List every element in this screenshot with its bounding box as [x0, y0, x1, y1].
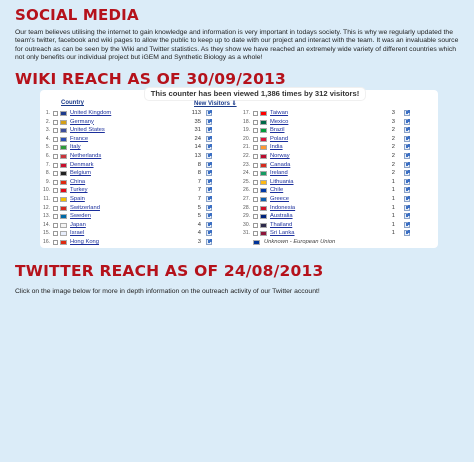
- visitor-count: 7: [197, 187, 201, 194]
- flag-icon: [60, 163, 67, 168]
- row-checkbox[interactable]: [253, 214, 258, 219]
- wiki-reach-heading: WIKI REACH AS OF 30/09/2013: [15, 70, 287, 88]
- row-checkbox[interactable]: [53, 128, 58, 133]
- row-checkbox[interactable]: [53, 154, 58, 159]
- row-checkbox[interactable]: [253, 154, 258, 159]
- visitor-count: 2: [391, 153, 395, 159]
- row-rank: 1.: [45, 110, 50, 116]
- country-link[interactable]: France: [70, 135, 89, 142]
- country-link[interactable]: Chile: [270, 187, 284, 194]
- social-media-heading: SOCIAL MEDIA: [15, 6, 139, 24]
- visitor-count: 3: [197, 239, 201, 245]
- visitor-count: 1: [391, 221, 395, 228]
- row-rank: 10.: [43, 187, 50, 194]
- flag-icon: [260, 120, 267, 125]
- row-rank: 8.: [45, 170, 50, 177]
- row-rank: 28.: [243, 204, 250, 211]
- country-row: [40, 126, 230, 135]
- flag-icon: [60, 145, 67, 150]
- row-rank: 19.: [243, 127, 250, 134]
- flag-icon: [60, 223, 67, 228]
- visitor-count: 35: [194, 118, 201, 125]
- country-link[interactable]: Indonesia: [270, 204, 296, 211]
- visitor-count: 2: [391, 144, 395, 151]
- row-rank: 2.: [45, 118, 50, 125]
- row-checkbox[interactable]: [53, 171, 58, 176]
- graph-icon[interactable]: [206, 222, 212, 228]
- visitor-count: 2: [391, 161, 395, 168]
- flag-icon: [60, 231, 67, 236]
- row-rank: 25.: [243, 178, 250, 185]
- country-link[interactable]: Taiwan: [270, 110, 289, 116]
- graph-icon[interactable]: [206, 162, 212, 168]
- country-row: [240, 161, 430, 170]
- country-link[interactable]: Lithuania: [270, 178, 294, 185]
- country-row: [40, 204, 230, 213]
- flag-icon: [260, 214, 267, 219]
- row-checkbox[interactable]: [53, 197, 58, 202]
- visitor-count: 5: [197, 213, 201, 220]
- flag-icon: [260, 128, 267, 133]
- country-link[interactable]: Japan: [70, 221, 86, 228]
- graph-icon[interactable]: [404, 119, 410, 125]
- country-row: [40, 221, 230, 230]
- row-checkbox[interactable]: [53, 206, 58, 211]
- counter-headline: This counter has been viewed 1,386 times by 312 visitors!: [145, 88, 365, 100]
- country-link[interactable]: Turkey: [70, 187, 88, 194]
- country-row: [40, 195, 230, 204]
- visitor-count: 8: [197, 170, 201, 177]
- flag-icon: [260, 145, 267, 150]
- country-row: [240, 238, 430, 247]
- country-link[interactable]: Canada: [270, 161, 291, 168]
- column-header-country[interactable]: Country: [61, 100, 84, 106]
- row-rank: 18.: [243, 118, 250, 125]
- visitor-count: 2: [391, 170, 395, 177]
- graph-icon[interactable]: [206, 127, 212, 133]
- visitor-count: 2: [391, 127, 395, 134]
- flag-icon: [60, 137, 67, 142]
- graph-icon[interactable]: [206, 153, 212, 159]
- row-checkbox[interactable]: [253, 120, 258, 125]
- country-row: [40, 238, 230, 247]
- graph-icon[interactable]: [206, 230, 212, 236]
- flag-icon: [60, 197, 67, 202]
- country-row: [40, 186, 230, 195]
- flag-icon: [260, 223, 267, 228]
- row-rank: 4.: [45, 135, 50, 142]
- flag-icon: [60, 111, 67, 116]
- country-row: [240, 152, 430, 161]
- row-rank: 27.: [243, 196, 250, 202]
- country-link[interactable]: Poland: [270, 135, 289, 142]
- flag-icon: [60, 180, 67, 185]
- graph-icon[interactable]: [206, 170, 212, 176]
- country-link[interactable]: United States: [70, 127, 105, 134]
- row-rank: 16.: [43, 239, 50, 245]
- country-row: [240, 186, 430, 195]
- country-link[interactable]: Belgium: [70, 170, 91, 177]
- visitor-count: 14: [194, 144, 201, 151]
- country-link[interactable]: Netherlands: [70, 153, 102, 159]
- graph-icon[interactable]: [206, 136, 212, 142]
- country-link: Unknown - European Union: [264, 239, 336, 245]
- row-checkbox[interactable]: [253, 137, 258, 142]
- graph-icon[interactable]: [404, 196, 410, 202]
- country-link[interactable]: Greece: [270, 196, 290, 202]
- row-rank: 5.: [45, 144, 50, 151]
- country-row: [240, 204, 430, 213]
- flag-icon: [60, 240, 67, 245]
- row-checkbox[interactable]: [53, 163, 58, 168]
- country-link[interactable]: China: [70, 178, 86, 185]
- row-checkbox[interactable]: [53, 120, 58, 125]
- row-rank: 7.: [45, 161, 50, 168]
- visitor-counter-widget[interactable]: [40, 90, 438, 248]
- country-row: [240, 126, 430, 135]
- visitor-count: 1: [391, 187, 395, 194]
- graph-icon[interactable]: [206, 187, 212, 193]
- country-row: [40, 229, 230, 238]
- graph-icon[interactable]: [206, 205, 212, 211]
- country-row: [240, 178, 430, 187]
- country-row: [40, 152, 230, 161]
- country-link[interactable]: Thailand: [270, 221, 293, 228]
- flag-icon: [253, 240, 260, 245]
- row-rank: 3.: [45, 127, 50, 134]
- graph-icon[interactable]: [404, 230, 410, 236]
- flag-icon: [260, 231, 267, 236]
- row-rank: 24.: [243, 170, 250, 177]
- visitor-count: 113: [191, 110, 201, 116]
- row-checkbox[interactable]: [253, 197, 258, 202]
- country-link[interactable]: Mexico: [270, 118, 289, 125]
- row-rank: 9.: [45, 178, 50, 185]
- column-header-new-visitors[interactable]: New Visitors ⇓: [194, 101, 237, 107]
- country-row: [40, 109, 230, 118]
- visitor-count: 3: [391, 110, 395, 116]
- flag-icon: [260, 188, 267, 193]
- row-rank: 15.: [43, 230, 50, 237]
- flag-icon: [260, 163, 267, 168]
- flag-icon: [60, 188, 67, 193]
- visitor-count: 31: [194, 127, 201, 134]
- country-link[interactable]: Italy: [70, 144, 81, 151]
- country-link[interactable]: Brazil: [270, 127, 285, 134]
- visitor-count: 13: [194, 153, 201, 159]
- twitter-instruction-text: Click on the image below for more in depth information on the outreach activity of our Twitter account!: [15, 288, 320, 295]
- row-rank: 31.: [243, 230, 250, 237]
- visitor-count: 4: [197, 221, 201, 228]
- graph-icon[interactable]: [404, 162, 410, 168]
- visitor-count: 7: [197, 196, 201, 202]
- row-rank: 26.: [243, 187, 250, 194]
- row-rank: 30.: [243, 221, 250, 228]
- row-checkbox[interactable]: [253, 231, 258, 236]
- country-link[interactable]: Germany: [70, 118, 94, 125]
- country-row: [240, 109, 430, 118]
- row-checkbox[interactable]: [53, 145, 58, 150]
- country-row: [240, 118, 430, 127]
- row-checkbox[interactable]: [253, 206, 258, 211]
- graph-icon[interactable]: [206, 239, 212, 245]
- row-checkbox[interactable]: [53, 223, 58, 228]
- country-link[interactable]: Sweden: [70, 213, 91, 220]
- country-row: [240, 229, 430, 238]
- row-checkbox[interactable]: [253, 128, 258, 133]
- country-link[interactable]: Denmark: [70, 161, 94, 168]
- country-row: [40, 169, 230, 178]
- graph-icon[interactable]: [404, 153, 410, 159]
- country-link[interactable]: Australia: [270, 213, 293, 220]
- visitor-count: 2: [391, 135, 395, 142]
- row-rank: 21.: [243, 144, 250, 151]
- flag-icon: [260, 154, 267, 159]
- flag-icon: [60, 214, 67, 219]
- visitor-count: 4: [197, 230, 201, 237]
- row-checkbox[interactable]: [253, 145, 258, 150]
- country-link[interactable]: India: [270, 144, 283, 151]
- flag-icon: [60, 154, 67, 159]
- country-link[interactable]: Ireland: [270, 170, 288, 177]
- row-checkbox[interactable]: [53, 137, 58, 142]
- graph-icon[interactable]: [404, 179, 410, 185]
- country-link[interactable]: Norway: [270, 153, 290, 159]
- visitor-count: 1: [391, 196, 395, 202]
- country-row: [40, 212, 230, 221]
- row-checkbox[interactable]: [253, 180, 258, 185]
- graph-icon[interactable]: [404, 110, 410, 116]
- country-link[interactable]: Sri Lanka: [270, 230, 295, 237]
- row-checkbox[interactable]: [53, 111, 58, 116]
- country-link[interactable]: Spain: [70, 196, 85, 202]
- graph-icon[interactable]: [404, 222, 410, 228]
- visitor-count: 3: [391, 118, 395, 125]
- row-rank: 23.: [243, 161, 250, 168]
- country-row: [240, 195, 430, 204]
- twitter-reach-heading: TWITTER REACH AS OF 24/08/2013: [15, 262, 324, 280]
- visitor-count: 7: [197, 178, 201, 185]
- country-row: [240, 221, 430, 230]
- flag-icon: [260, 197, 267, 202]
- flag-icon: [60, 206, 67, 211]
- visitor-count: 8: [197, 161, 201, 168]
- graph-icon[interactable]: [404, 136, 410, 142]
- country-row: [240, 143, 430, 152]
- row-checkbox[interactable]: [53, 214, 58, 219]
- graph-icon[interactable]: [404, 187, 410, 193]
- row-checkbox[interactable]: [253, 188, 258, 193]
- row-rank: 13.: [43, 213, 50, 220]
- row-rank: 20.: [243, 135, 250, 142]
- flag-icon: [260, 171, 267, 176]
- visitor-count: 5: [197, 204, 201, 211]
- graph-icon[interactable]: [206, 179, 212, 185]
- country-link[interactable]: Israel: [70, 230, 85, 237]
- graph-icon[interactable]: [404, 127, 410, 133]
- visitor-count: 1: [391, 178, 395, 185]
- flag-icon: [60, 171, 67, 176]
- visitor-count: 1: [391, 204, 395, 211]
- graph-icon[interactable]: [206, 213, 212, 219]
- graph-icon[interactable]: [404, 205, 410, 211]
- row-checkbox[interactable]: [53, 240, 58, 245]
- country-row: [240, 169, 430, 178]
- flag-icon: [260, 137, 267, 142]
- flag-icon: [260, 111, 267, 116]
- country-link[interactable]: United Kingdom: [70, 110, 112, 116]
- country-link[interactable]: Hong Kong: [70, 239, 100, 245]
- row-rank: 29.: [243, 213, 250, 220]
- row-checkbox[interactable]: [253, 171, 258, 176]
- graph-icon[interactable]: [404, 144, 410, 150]
- flag-icon: [260, 180, 267, 185]
- country-link[interactable]: Switzerland: [70, 204, 100, 211]
- row-rank: 14.: [43, 221, 50, 228]
- country-row: [240, 212, 430, 221]
- row-checkbox[interactable]: [253, 111, 258, 116]
- row-rank: 17.: [243, 110, 250, 116]
- intro-paragraph: Our team believes utilising the internet to gain knowledge and information is very important in todays society. This is why we regularly updated the team's twitter, facebook and wiki pages to allow the public to keep up to date with our project and interact with the team. It was an invaluable source for outreach as can be seen by the Wiki and Twitter statistics. As they show we have reached an extremely wide variety of different countries which not only benefits our individual project but iGEM and Synthetic Biology as a whole!: [15, 29, 459, 62]
- visitor-count: 24: [194, 135, 201, 142]
- graph-icon[interactable]: [404, 170, 410, 176]
- row-rank: 12.: [43, 204, 50, 211]
- flag-icon: [260, 206, 267, 211]
- graph-icon[interactable]: [206, 144, 212, 150]
- row-checkbox[interactable]: [253, 163, 258, 168]
- country-row: [40, 178, 230, 187]
- country-row: [40, 143, 230, 152]
- row-checkbox[interactable]: [253, 223, 258, 228]
- country-row: [40, 135, 230, 144]
- country-row: [240, 135, 430, 144]
- row-rank: 22.: [243, 153, 250, 159]
- graph-icon[interactable]: [404, 213, 410, 219]
- graph-icon[interactable]: [206, 196, 212, 202]
- country-row: [40, 161, 230, 170]
- row-checkbox[interactable]: [53, 231, 58, 236]
- graph-icon[interactable]: [206, 110, 212, 116]
- visitor-count: 1: [391, 230, 395, 237]
- graph-icon[interactable]: [206, 119, 212, 125]
- visitor-count: 1: [391, 213, 395, 220]
- row-checkbox[interactable]: [53, 188, 58, 193]
- flag-icon: [60, 128, 67, 133]
- row-checkbox[interactable]: [53, 180, 58, 185]
- flag-icon: [60, 120, 67, 125]
- row-rank: 11.: [43, 196, 50, 202]
- country-row: [40, 118, 230, 127]
- row-rank: 6.: [45, 153, 50, 159]
